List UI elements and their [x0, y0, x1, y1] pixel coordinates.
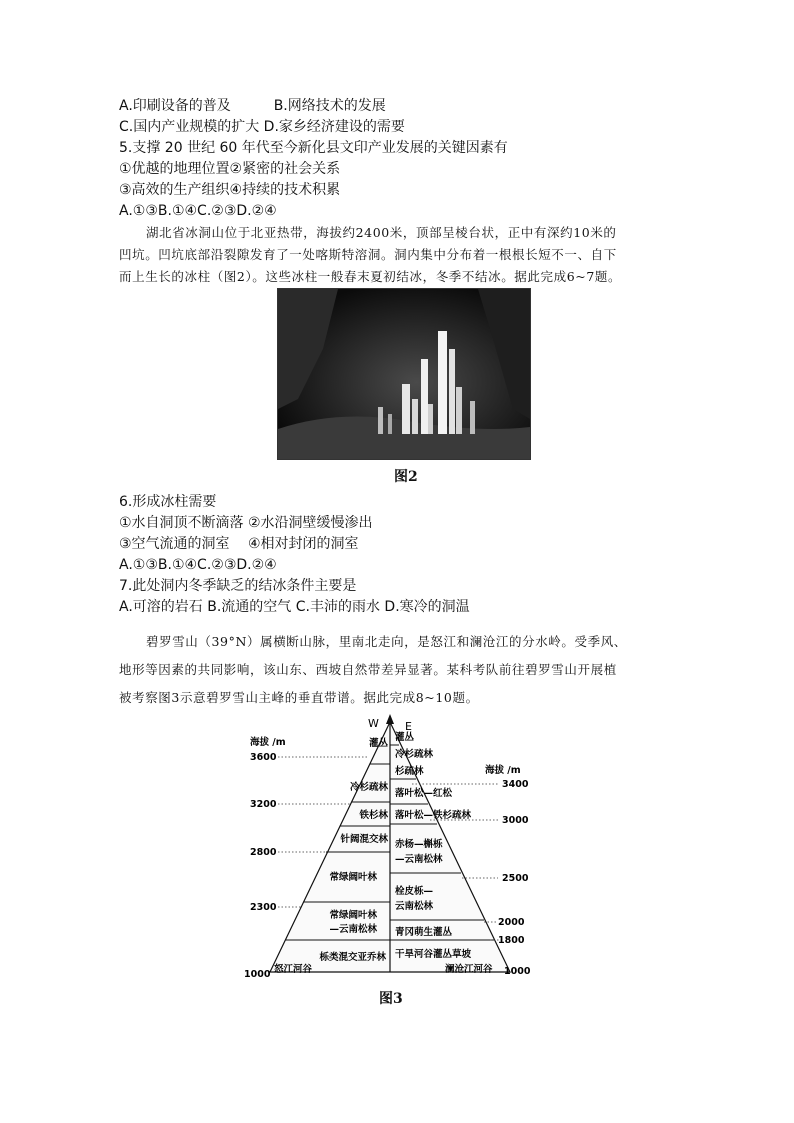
q4-option-a: A.印刷设备的普及 — [119, 98, 231, 114]
q6-options: A.①③B.①④C.②③D.②④ — [119, 557, 277, 573]
west-zone-label: 冷杉疏林 — [349, 782, 388, 793]
east-tick: 2000 — [498, 917, 525, 928]
q6-items-line1: ①水自洞顶不断滴落 ②水沿洞壁缓慢渗出 — [119, 515, 373, 531]
q5-options: A.①③B.①④C.②③D.②④ — [119, 203, 277, 219]
east-zone-label: 落叶松—红松 — [395, 788, 453, 799]
passage1-line3: 而上生长的冰柱（图2）。这些冰柱一般春末夏初结冰，冬季不结冰。据此完成6~7题。 — [119, 269, 622, 284]
ice-pillar-image — [278, 289, 530, 459]
west-axis-title: 海拔 /m — [250, 737, 286, 748]
passage2-line1: 碧罗雪山（39°N）属横断山脉，里南北走向，是怒江和澜沧江的分水岭。受季风、 — [146, 634, 627, 649]
east-zone-label: 灌丛 — [395, 732, 415, 743]
q5-items-line2: ③高效的生产组织④持续的技术积累 — [119, 182, 341, 198]
east-tick: 1000 — [504, 966, 531, 977]
q7-stem: 7.此处洞内冬季缺乏的结冰条件主要是 — [119, 578, 357, 594]
passage2-line2: 地形等因素的共同影响，该山东、西坡自然带差异显著。某科考队前往碧罗雪山开展植 — [119, 662, 617, 677]
east-zone-label: 栓皮栎— — [395, 886, 434, 897]
west-ticks — [244, 752, 277, 980]
east-tick: 2500 — [502, 873, 529, 884]
west-tick: 3600 — [250, 752, 277, 763]
passage2-line3: 被考察图3示意碧罗雪山主峰的垂直带谱。据此完成8~10题。 — [119, 690, 479, 705]
east-zone-label: 落叶松—铁杉疏林 — [395, 810, 472, 821]
passage-biluo-mountain — [119, 628, 679, 712]
east-tick: 3000 — [502, 815, 529, 826]
figure2-caption: 图2 — [394, 469, 418, 485]
passage1-line2: 凹坑。凹坑底部沿裂隙发育了一处喀斯特溶洞。洞内集中分布着一根根长短不一、自下 — [119, 247, 617, 262]
east-zone-label: 青冈萌生灌丛 — [395, 927, 453, 938]
east-zone-label: 赤杨—槲栎 — [395, 839, 443, 850]
west-tick: 2800 — [250, 847, 277, 858]
q4-options-line1 — [119, 96, 386, 116]
figure2-cave-photo — [277, 288, 531, 460]
q5-items-line1: ①优越的地理位置②紧密的社会关系 — [119, 161, 341, 177]
q7-options: A.可溶的岩石 B.流通的空气 C.丰沛的雨水 D.寒冷的洞温 — [119, 599, 470, 615]
passage1-line1: 湖北省冰洞山位于北亚热带，海拔约2400米，顶部呈棱台状，正中有深约10米的 — [146, 225, 617, 240]
passage-ice-cave — [119, 222, 679, 288]
east-tick: 3400 — [502, 779, 529, 790]
east-tick: 1800 — [498, 935, 525, 946]
east-zone-label: 澜沧江河谷 — [445, 964, 493, 975]
east-zone-label: 干旱河谷灌丛草坡 — [395, 949, 472, 960]
up-arrow-icon — [386, 714, 394, 724]
q6-stem: 6.形成冰柱需要 — [119, 494, 217, 510]
west-label: W — [368, 717, 379, 730]
west-zone-label: —云南松林 — [329, 924, 377, 935]
q6-items-line2: ③空气流通的洞室 ④相对封闭的洞室 — [119, 536, 359, 552]
q4-options-line2: C.国内产业规模的扩大 D.家乡经济建设的需要 — [119, 119, 405, 135]
east-axis-title: 海拔 /m — [485, 765, 521, 776]
west-zone-label: 针阔混交林 — [340, 834, 388, 845]
west-tick: 3200 — [250, 799, 277, 810]
west-zone-label: 常绿阔叶林 — [329, 872, 377, 883]
east-ticks — [498, 779, 531, 977]
east-zone-label: 冷杉疏林 — [395, 749, 434, 760]
west-zone-label: 常绿阔叶林 — [329, 910, 377, 921]
west-zone-label: 铁杉林 — [359, 810, 388, 821]
east-label: E — [405, 720, 412, 733]
east-zone-label: —云南松林 — [395, 854, 443, 865]
west-tick: 1000 — [244, 969, 271, 980]
figure3-caption: 图3 — [379, 991, 403, 1007]
q5-stem: 5.支撑 20 世纪 60 年代至今新化县文印产业发展的关键因素有 — [119, 140, 508, 156]
west-zone-label: 栎类混交亚乔林 — [319, 952, 386, 963]
west-tick: 2300 — [250, 902, 277, 913]
q4-option-b: B.网络技术的发展 — [273, 98, 386, 114]
east-zone-label: 云南松林 — [395, 901, 434, 912]
west-zone-label: 灌丛 — [368, 738, 388, 749]
east-zone-label: 杉疏林 — [395, 766, 424, 777]
figure3-vertical-zonation — [240, 712, 540, 982]
west-zone-label: 怒江河谷 — [273, 964, 312, 975]
